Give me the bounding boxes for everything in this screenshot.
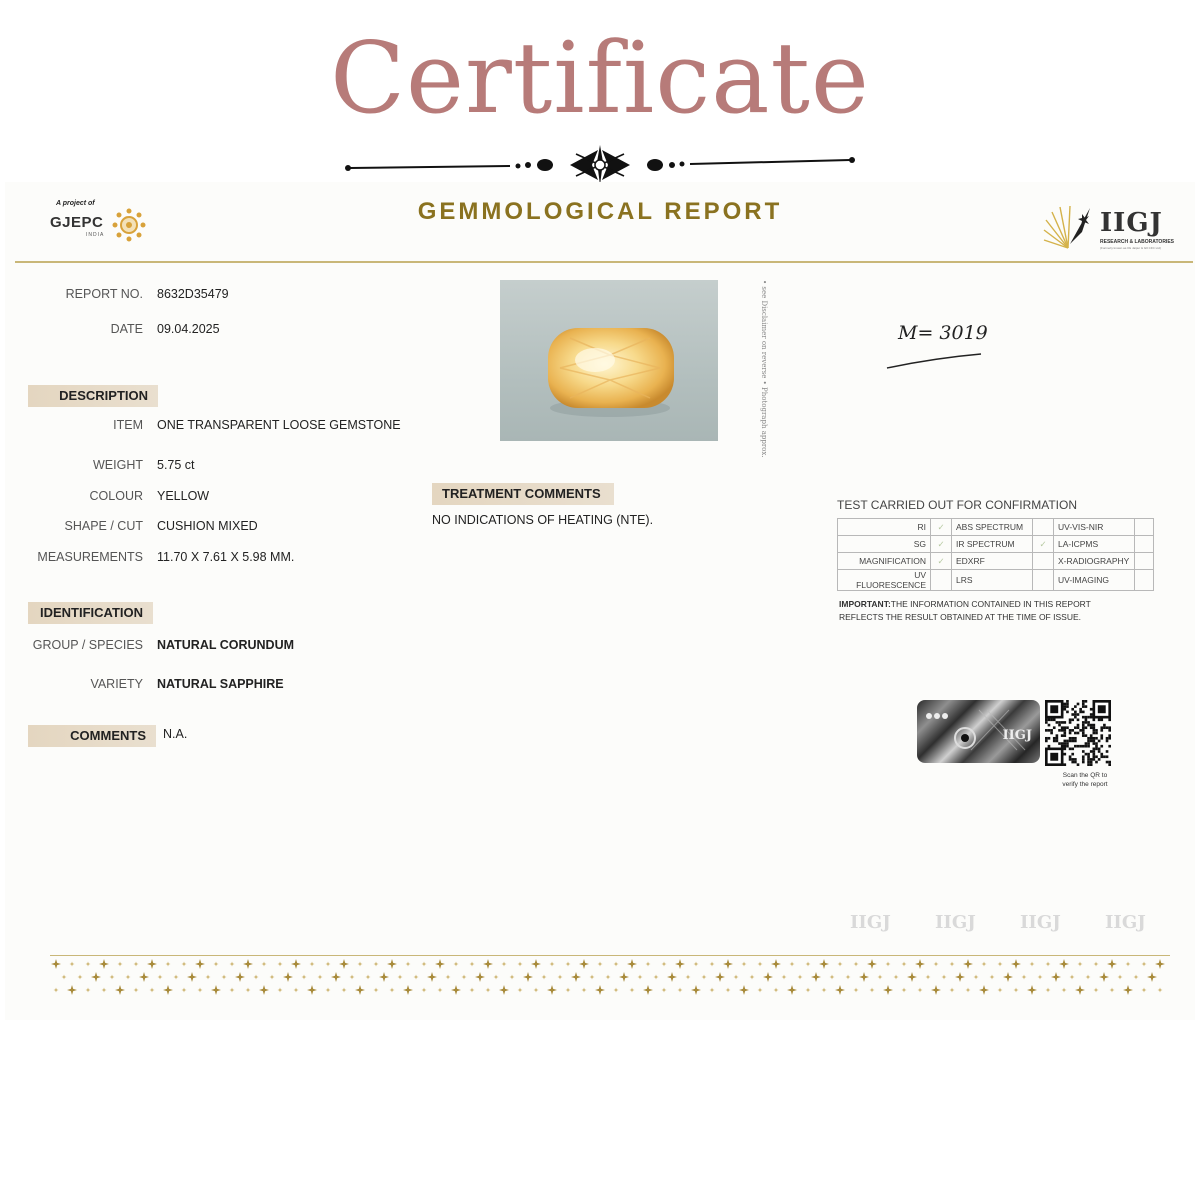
iigj-star-burst-icon xyxy=(1042,204,1096,252)
date-value: 09.04.2025 xyxy=(157,322,220,336)
test-check-icon xyxy=(931,570,952,591)
tests-table xyxy=(837,518,1154,591)
gjepc-tagline: A project of xyxy=(56,200,95,207)
handwritten-note: M= 3019 xyxy=(898,322,988,344)
handwritten-underline xyxy=(885,350,985,372)
test-name: IR SPECTRUM xyxy=(952,536,1033,553)
hologram-sticker xyxy=(917,700,1040,763)
decorative-star-border xyxy=(50,958,1170,998)
comments-section-label: COMMENTS xyxy=(28,725,156,747)
test-spacer xyxy=(1135,536,1154,553)
measurements-label: MEASUREMENTS xyxy=(37,550,143,564)
watermark-logo: IIGJ xyxy=(1105,912,1146,933)
gemstone-photo xyxy=(500,280,718,441)
shape-label: SHAPE / CUT xyxy=(64,519,143,533)
qr-caption-line1: Scan the QR to xyxy=(1062,772,1108,779)
treatment-section-label: TREATMENT COMMENTS xyxy=(432,483,614,505)
test-check-icon xyxy=(1033,519,1054,536)
item-label: ITEM xyxy=(113,418,143,432)
test-name: X-RADIOGRAPHY xyxy=(1054,553,1135,570)
test-name: SG xyxy=(838,536,931,553)
description-section-label: DESCRIPTION xyxy=(28,385,158,407)
qr-caption xyxy=(1040,771,1130,789)
test-name: UV-IMAGING xyxy=(1054,570,1135,591)
important-note xyxy=(839,598,1129,624)
gjepc-country: INDIA xyxy=(86,232,105,238)
test-check-icon: ✓ xyxy=(1033,536,1054,553)
report-no-value: 8632D35479 xyxy=(157,287,229,301)
weight-value: 5.75 ct xyxy=(157,458,195,472)
hologram-label: IIGJ xyxy=(1002,728,1032,743)
comments-value: N.A. xyxy=(163,727,188,741)
test-check-icon: ✓ xyxy=(931,519,952,536)
test-check-icon xyxy=(1033,553,1054,570)
group-label: GROUP / SPECIES xyxy=(32,638,143,652)
qr-caption-line2: verify the report xyxy=(1062,781,1108,788)
watermark-logo: IIGJ xyxy=(935,912,976,933)
tests-row xyxy=(838,519,1154,536)
important-label: IMPORTANT: xyxy=(839,599,891,609)
iigj-name: IIGJ xyxy=(1100,208,1163,238)
gemstone-image xyxy=(500,280,718,441)
shape-value: CUSHION MIXED xyxy=(157,519,258,533)
variety-value: NATURAL SAPPHIRE xyxy=(157,677,284,691)
iigj-logo xyxy=(1040,200,1180,255)
group-value: NATURAL CORUNDUM xyxy=(157,638,295,652)
tests-row xyxy=(838,570,1154,591)
footer-rule xyxy=(50,955,1170,956)
report-heading: GEMMOLOGICAL REPORT xyxy=(417,198,783,225)
tests-title: TEST CARRIED OUT FOR CONFIRMATION xyxy=(837,498,1078,512)
test-name: UV FLUORESCENCE xyxy=(838,570,931,591)
test-spacer xyxy=(1135,570,1154,591)
test-name: MAGNIFICATION xyxy=(838,553,931,570)
test-spacer xyxy=(1135,519,1154,536)
test-name: RI xyxy=(838,519,931,536)
iigj-fine-print: (Formerly known as IIG Jaipur & GII CFC Ltd) xyxy=(1100,246,1161,250)
verification-qr-code[interactable] xyxy=(1045,700,1111,766)
treatment-value: NO INDICATIONS OF HEATING (NTE). xyxy=(432,513,654,527)
test-name: LRS xyxy=(952,570,1033,591)
colour-value: YELLOW xyxy=(157,489,210,503)
test-name: EDXRF xyxy=(952,553,1033,570)
gjepc-name: GJEPC xyxy=(50,214,104,231)
test-name: ABS SPECTRUM xyxy=(952,519,1033,536)
tests-row xyxy=(838,553,1154,570)
tests-row xyxy=(838,536,1154,553)
header-rule xyxy=(15,261,1193,263)
important-text: THE INFORMATION CONTAINED IN THIS REPORT REFLECTS THE RESULT OBTAINED AT THE TIME OF ISSUE. xyxy=(839,599,1091,622)
iigj-subtitle: RESEARCH & LABORATORIES xyxy=(1100,239,1174,245)
identification-section-label: IDENTIFICATION xyxy=(28,602,153,624)
test-check-icon xyxy=(1033,570,1054,591)
item-value: ONE TRANSPARENT LOOSE GEMSTONE xyxy=(157,418,401,432)
report-no-label: REPORT NO. xyxy=(65,287,143,301)
certificate-title: Certificate xyxy=(330,22,870,136)
test-check-icon: ✓ xyxy=(931,553,952,570)
photo-disclaimer: • see Disclaimer on reverse • Photograph approx. xyxy=(760,280,768,458)
measurements-value: 11.70 X 7.61 X 5.98 MM. xyxy=(157,550,295,564)
test-name: LA-ICPMS xyxy=(1054,536,1135,553)
watermark-logo: IIGJ xyxy=(1020,912,1061,933)
date-label: DATE xyxy=(110,322,143,336)
test-check-icon: ✓ xyxy=(931,536,952,553)
test-spacer xyxy=(1135,553,1154,570)
test-name: UV-VIS-NIR xyxy=(1054,519,1135,536)
watermark-logo: IIGJ xyxy=(850,912,891,933)
weight-label: WEIGHT xyxy=(93,458,143,472)
colour-label: COLOUR xyxy=(89,489,143,503)
variety-label: VARIETY xyxy=(90,677,143,691)
